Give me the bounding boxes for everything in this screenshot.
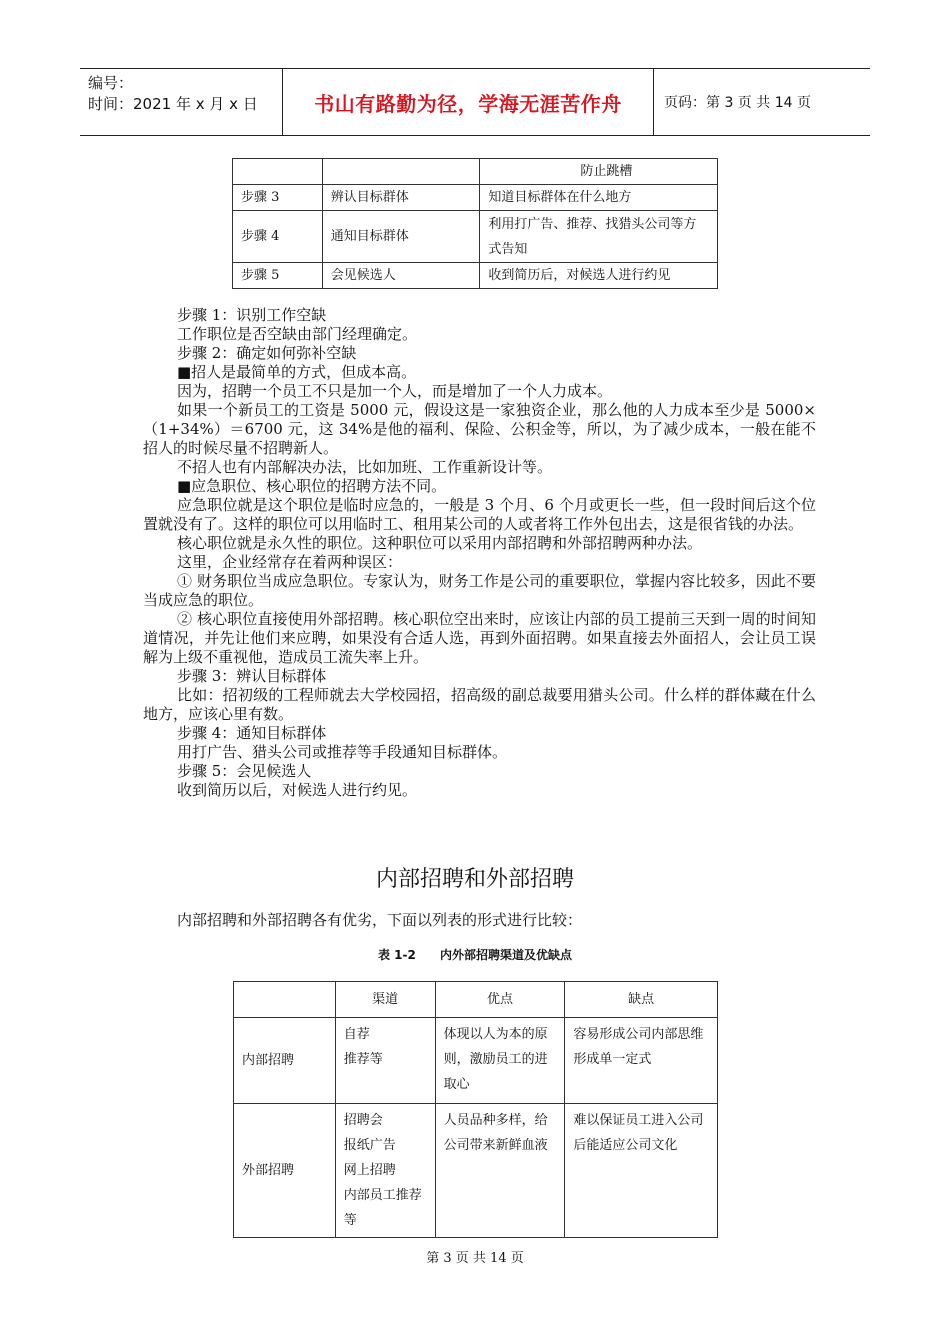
- table-cell: 辨认目标群体: [322, 185, 480, 211]
- document-number: 编号：: [88, 74, 134, 92]
- page-footer: 第 3 页 共 14 页: [426, 1251, 524, 1266]
- channel-item: 招聘会: [343, 1113, 383, 1128]
- table-cell: 会见候选人: [322, 263, 480, 289]
- channel-item: 报纸广告: [343, 1138, 396, 1153]
- table-cell: 收到简历后，对候选人进行约见: [480, 263, 718, 289]
- comparison-table: [233, 981, 718, 1238]
- table-cell: 知道目标群体在什么地方: [480, 185, 718, 211]
- table-caption-title: 内外部招聘渠道及优缺点: [440, 948, 573, 962]
- paragraph: 步骤 3：辨认目标群体: [177, 667, 327, 685]
- paragraph: 工作职位是否空缺由部门经理确定。: [177, 325, 418, 343]
- table-caption-number: 表 1-2: [377, 948, 416, 962]
- table-header-cell: 优点: [435, 982, 565, 1018]
- table-cell: [322, 159, 480, 185]
- table-row: [234, 1018, 718, 1104]
- table-cell-pros: 体现以人为本的原则，激励员工的进取心: [435, 1018, 565, 1104]
- table-cell: 步骤 5: [233, 263, 323, 289]
- table-header-row: [234, 982, 718, 1018]
- table-cell: [233, 159, 323, 185]
- body-text: [143, 306, 816, 800]
- table-caption: [0, 946, 950, 963]
- page-header: [80, 68, 870, 136]
- table-cell: 通知目标群体: [322, 211, 480, 263]
- table-cell-cons: 容易形成公司内部思维形成单一定式: [565, 1018, 718, 1104]
- paragraph: 步骤 2：确定如何弥补空缺: [177, 344, 357, 362]
- paragraph: 用打广告、猎头公司或推荐等手段通知目标群体。: [177, 743, 508, 761]
- paragraph: ■招人是最简单的方式，但成本高。: [177, 363, 417, 381]
- table-row: [233, 159, 718, 185]
- section-intro: 内部招聘和外部招聘各有优劣，下面以列表的形式进行比较：: [177, 911, 583, 929]
- channel-item: 自荐: [343, 1027, 370, 1042]
- table-cell: 步骤 4: [233, 211, 323, 263]
- paragraph: 核心职位就是永久性的职位。这种职位可以采用内部招聘和外部招聘两种办法。: [177, 534, 703, 552]
- table-cell-cons: 难以保证员工进入公司后能适应公司文化: [565, 1104, 718, 1238]
- table-header-cell: [234, 982, 336, 1018]
- paragraph: 收到简历以后，对候选人进行约见。: [177, 781, 418, 799]
- table-cell: 防止跳槽: [480, 159, 718, 185]
- table-row: [234, 1104, 718, 1238]
- table-row: [233, 263, 718, 289]
- steps-table: [232, 158, 718, 289]
- paragraph: ② 核心职位直接使用外部招聘。核心职位空出来时，应该让内部的员工提前三天到一周的时间知道情况，并先让他们来应聘，如果没有合适人选，再到外面招聘。如果直接去外面招人，会让员工误解为上级不重视他，造成员工流失率上升。: [143, 610, 816, 666]
- header-meta: [80, 69, 283, 135]
- table-cell: 步骤 3: [233, 185, 323, 211]
- channel-item: 网上招聘: [343, 1163, 396, 1178]
- table-row: [233, 211, 718, 263]
- header-page-info: 页码：第 3 页 共 14 页: [664, 95, 811, 111]
- paragraph: 步骤 4：通知目标群体: [177, 724, 327, 742]
- document-date: 时间：2021 年 x 月 x 日: [88, 95, 258, 113]
- paragraph: 步骤 5：会见候选人: [177, 762, 312, 780]
- section-title: 内部招聘和外部招聘: [375, 867, 574, 892]
- table-row: [233, 185, 718, 211]
- paragraph: ① 财务职位当成应急职位。专家认为，财务工作是公司的重要职位，掌握内容比较多，因此不要当成应急的职位。: [143, 572, 816, 609]
- table-cell-channels: [335, 1018, 435, 1104]
- table-cell-pros: 人员品种多样，给公司带来新鲜血液: [435, 1104, 565, 1238]
- channel-item: 推荐等: [343, 1052, 383, 1067]
- table-cell-channels: [335, 1104, 435, 1238]
- table-cell: 利用打广告、推荐、找猎头公司等方式告知: [480, 211, 718, 263]
- table-header-cell: 缺点: [565, 982, 718, 1018]
- paragraph: 应急职位就是这个职位是临时应急的，一般是 3 个月、6 个月或更长一些，但一段时间后这个位置就没有了。这样的职位可以用临时工、租用某公司的人或者将工作外包出去，这是很省钱的办法。: [143, 496, 816, 533]
- table-cell-type: 外部招聘: [234, 1104, 336, 1238]
- paragraph: 如果一个新员工的工资是 5000 元，假设这是一家独资企业，那么他的人力成本至少是 5000×（1+34%）＝6700 元，这 34%是他的福利、保险、公积金等，所以，为了减少成本，一般在能不招人的时候尽量不招聘新人。: [143, 401, 816, 457]
- channel-item: 内部员工推荐等: [343, 1188, 422, 1228]
- paragraph: 这里，企业经常存在着两种误区：: [177, 553, 403, 571]
- paragraph: ■应急职位、核心职位的招聘方法不同。: [177, 477, 447, 495]
- header-motto: 书山有路勤为径，学海无涯苦作舟: [283, 69, 654, 135]
- table-cell-type: 内部招聘: [234, 1018, 336, 1104]
- table-header-cell: 渠道: [335, 982, 435, 1018]
- paragraph: 比如：招初级的工程师就去大学校园招，招高级的副总裁要用猎头公司。什么样的群体藏在什么地方，应该心里有数。: [143, 686, 816, 723]
- paragraph: 因为，招聘一个员工不只是加一个人，而是增加了一个人力成本。: [177, 382, 613, 400]
- paragraph: 不招人也有内部解决办法，比如加班、工作重新设计等。: [177, 458, 553, 476]
- paragraph: 步骤 1：识别工作空缺: [177, 306, 327, 324]
